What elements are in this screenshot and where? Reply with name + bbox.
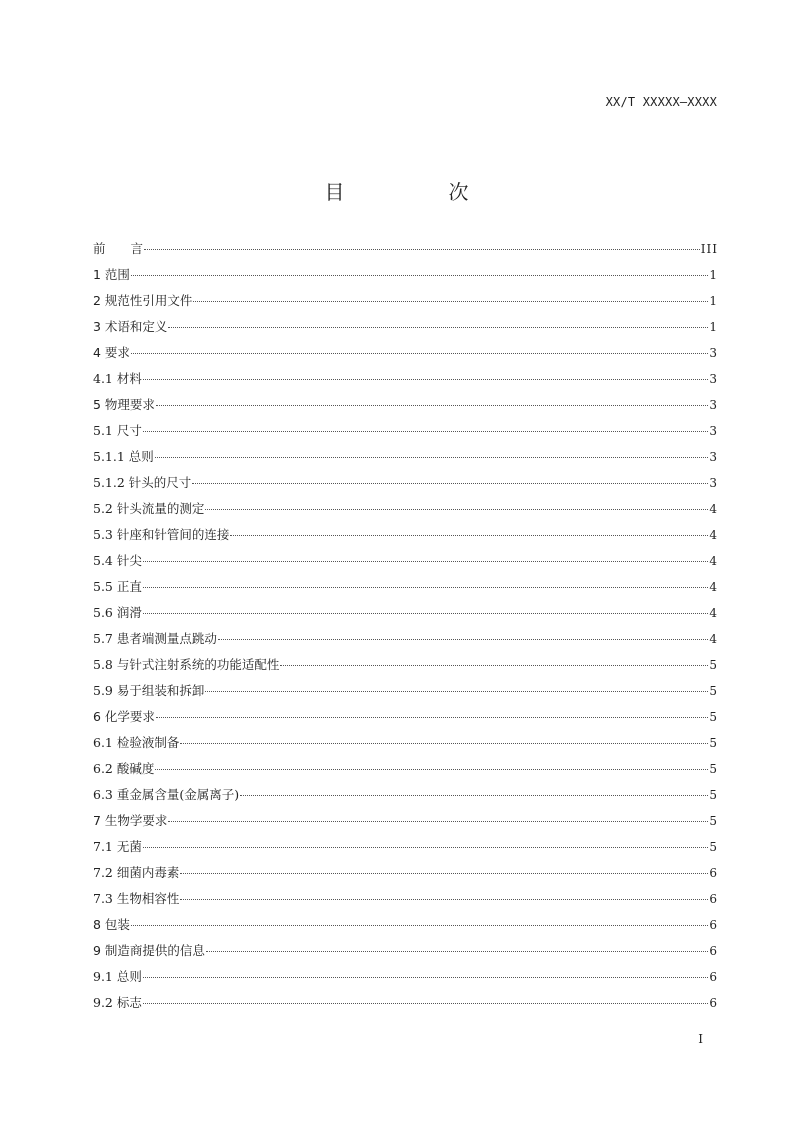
toc-entry[interactable] <box>93 396 718 422</box>
toc-entry[interactable] <box>93 318 718 344</box>
toc-dot-leader <box>156 405 708 406</box>
toc-dot-leader <box>143 431 709 432</box>
toc-dot-leader <box>143 1003 709 1004</box>
toc-dot-leader <box>143 561 709 562</box>
toc-entry[interactable] <box>93 994 718 1020</box>
toc-entry-page: 3 <box>709 476 718 490</box>
toc-entry-label: 5.1.2 针头的尺寸 <box>93 475 192 490</box>
toc-entry-page: 3 <box>709 450 718 464</box>
toc-entry-page: 6 <box>709 918 718 932</box>
toc-entry-label: 5.1 尺寸 <box>93 423 142 438</box>
toc-entry-label: 5.9 易于组装和拆卸 <box>93 683 205 698</box>
toc-dot-leader <box>144 249 700 250</box>
toc-entry[interactable] <box>93 578 718 604</box>
toc-entry[interactable] <box>93 786 718 812</box>
toc-entry-label: 5.5 正直 <box>93 579 142 594</box>
toc-entry-page: 4 <box>709 632 718 646</box>
toc-entry[interactable] <box>93 968 718 994</box>
toc-entry-page: 3 <box>709 398 718 412</box>
toc-entry-label: 5.2 针头流量的测定 <box>93 501 205 516</box>
toc-dot-leader <box>230 535 708 536</box>
toc-dot-leader <box>155 769 708 770</box>
toc-dot-leader <box>193 301 708 302</box>
toc-dot-leader <box>143 613 709 614</box>
toc-entry-label: 5.4 针尖 <box>93 553 142 568</box>
toc-dot-leader <box>131 353 708 354</box>
toc-entry-label: 5.6 润滑 <box>93 605 142 620</box>
toc-entry-page: 4 <box>709 554 718 568</box>
toc-entry[interactable] <box>93 500 718 526</box>
toc-entry-label: 2 规范性引用文件 <box>93 293 193 308</box>
table-of-contents <box>93 240 718 1020</box>
toc-entry-label: 9.2 标志 <box>93 995 142 1010</box>
toc-dot-leader <box>143 847 709 848</box>
toc-entry-label: 7 生物学要求 <box>93 813 168 828</box>
toc-entry-page: 6 <box>709 970 718 984</box>
toc-entry[interactable] <box>93 344 718 370</box>
toc-dot-leader <box>143 379 709 380</box>
toc-entry[interactable] <box>93 240 718 266</box>
toc-dot-leader <box>240 795 708 796</box>
toc-entry-page: 4 <box>709 606 718 620</box>
toc-entry-page: 6 <box>709 866 718 880</box>
toc-entry-page: 5 <box>709 710 718 724</box>
toc-entry-page: 1 <box>709 268 718 282</box>
toc-entry-label: 6.2 酸碱度 <box>93 761 155 776</box>
toc-dot-leader <box>206 951 708 952</box>
toc-entry[interactable] <box>93 422 718 448</box>
toc-entry[interactable] <box>93 630 718 656</box>
toc-entry-label: 9.1 总则 <box>93 969 142 984</box>
toc-entry[interactable] <box>93 370 718 396</box>
toc-entry-page: 6 <box>709 892 718 906</box>
toc-entry-page: 5 <box>709 814 718 828</box>
toc-entry[interactable] <box>93 708 718 734</box>
toc-entry[interactable] <box>93 604 718 630</box>
toc-entry[interactable] <box>93 656 718 682</box>
toc-entry-page: 5 <box>709 840 718 854</box>
toc-dot-leader <box>280 665 708 666</box>
toc-entry-label: 前 言 <box>93 241 144 256</box>
page-number: I <box>698 1032 703 1046</box>
toc-entry-label: 7.3 生物相容性 <box>93 891 180 906</box>
page-title: 目 次 <box>324 180 511 204</box>
toc-entry-page: 5 <box>709 658 718 672</box>
toc-dot-leader <box>180 899 708 900</box>
toc-entry[interactable] <box>93 812 718 838</box>
toc-entry-label: 7.1 无菌 <box>93 839 142 854</box>
toc-entry-page: 1 <box>709 294 718 308</box>
toc-entry-page: 5 <box>709 762 718 776</box>
toc-entry[interactable] <box>93 864 718 890</box>
toc-entry-page: 5 <box>709 736 718 750</box>
toc-dot-leader <box>143 587 709 588</box>
toc-dot-leader <box>168 327 708 328</box>
toc-entry-label: 6.1 检验液制备 <box>93 735 180 750</box>
toc-entry-label: 5 物理要求 <box>93 397 155 412</box>
toc-dot-leader <box>143 977 709 978</box>
toc-entry-label: 5.3 针座和针管间的连接 <box>93 527 230 542</box>
toc-dot-leader <box>168 821 708 822</box>
toc-entry[interactable] <box>93 734 718 760</box>
toc-dot-leader <box>205 509 708 510</box>
toc-entry[interactable] <box>93 448 718 474</box>
toc-dot-leader <box>131 275 708 276</box>
toc-entry-page: 4 <box>709 528 718 542</box>
toc-dot-leader <box>180 743 708 744</box>
toc-entry-label: 4.1 材料 <box>93 371 142 386</box>
toc-entry-page: 3 <box>709 346 718 360</box>
toc-entry-page: III <box>700 242 718 256</box>
toc-entry-page: 1 <box>709 320 718 334</box>
toc-entry[interactable] <box>93 760 718 786</box>
toc-entry[interactable] <box>93 474 718 500</box>
toc-entry-page: 4 <box>709 580 718 594</box>
toc-entry[interactable] <box>93 890 718 916</box>
toc-dot-leader <box>156 717 708 718</box>
toc-entry-page: 3 <box>709 424 718 438</box>
toc-dot-leader <box>131 925 708 926</box>
toc-dot-leader <box>192 483 708 484</box>
toc-entry-label: 9 制造商提供的信息 <box>93 943 205 958</box>
toc-entry[interactable] <box>93 838 718 864</box>
toc-entry-page: 5 <box>709 684 718 698</box>
toc-entry[interactable] <box>93 682 718 708</box>
toc-entry[interactable] <box>93 552 718 578</box>
toc-entry-label: 4 要求 <box>93 345 130 360</box>
toc-entry-label: 7.2 细菌内毒素 <box>93 865 180 880</box>
toc-entry-page: 6 <box>709 996 718 1010</box>
toc-entry[interactable] <box>93 526 718 552</box>
toc-entry[interactable] <box>93 916 718 942</box>
toc-entry-page: 6 <box>709 944 718 958</box>
toc-entry-page: 5 <box>709 788 718 802</box>
toc-entry-label: 8 包装 <box>93 917 130 932</box>
document-code: XX/T XXXXX—XXXX <box>605 95 717 109</box>
toc-dot-leader <box>218 639 709 640</box>
toc-entry-label: 3 术语和定义 <box>93 319 168 334</box>
toc-entry[interactable] <box>93 942 718 968</box>
toc-entry-label: 6.3 重金属含量(金属离子) <box>93 787 240 802</box>
toc-entry[interactable] <box>93 266 718 292</box>
toc-dot-leader <box>180 873 708 874</box>
toc-entry-label: 5.8 与针式注射系统的功能适配性 <box>93 657 280 672</box>
toc-entry[interactable] <box>93 292 718 318</box>
toc-entry-label: 5.1.1 总则 <box>93 449 154 464</box>
toc-entry-label: 6 化学要求 <box>93 709 155 724</box>
toc-entry-page: 3 <box>709 372 718 386</box>
toc-dot-leader <box>155 457 709 458</box>
toc-entry-label: 1 范围 <box>93 267 130 282</box>
toc-entry-label: 5.7 患者端测量点跳动 <box>93 631 217 646</box>
toc-dot-leader <box>205 691 708 692</box>
toc-entry-page: 4 <box>709 502 718 516</box>
